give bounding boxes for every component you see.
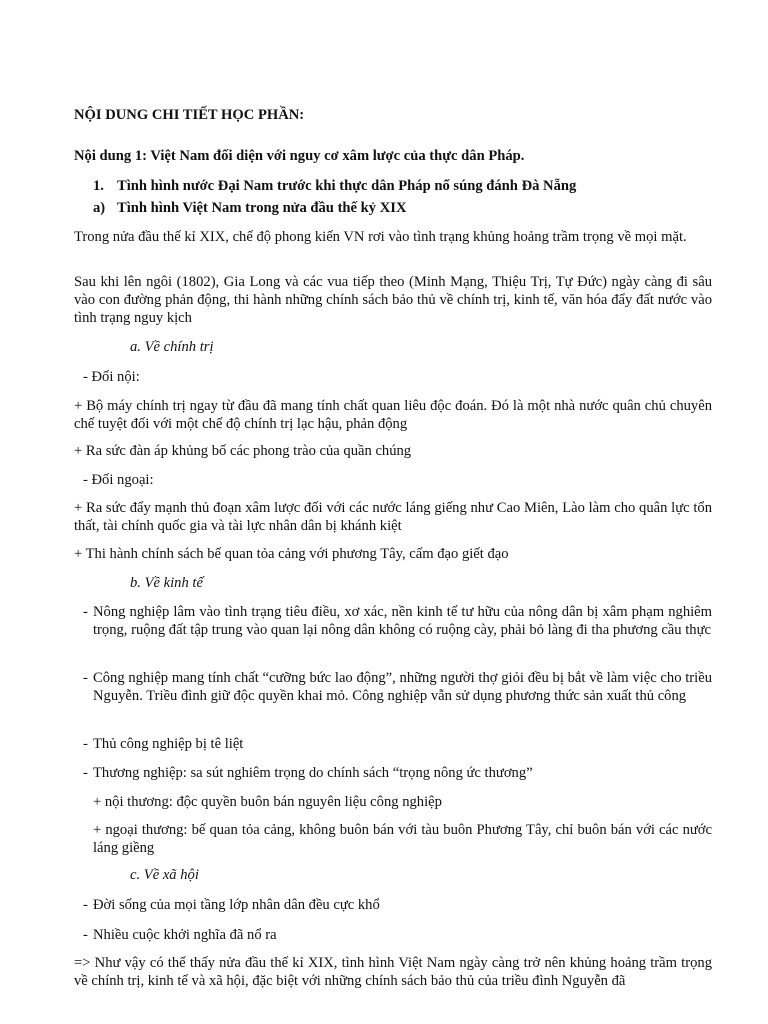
economy-industry: Công nghiệp mang tính chất “cưỡng bức lao động”, những người thợ giỏi đều bị bắt về làm việc cho triều Nguyễn. Triều đình giữ độc quyền khai mỏ. Công nghiệp vẫn sử dụng phương thức sản xuất thủ công <box>93 670 712 704</box>
foreign-point-1: + Ra sức đẩy mạnh thủ đoạn xâm lược đối với các nước láng giếng như Cao Miên, Lào làm cho quân lực tổn thất, tài chính quốc gia và tài lực nhân dân bị khánh kiệt <box>74 500 712 534</box>
domestic-point-2: + Ra sức đàn áp khủng bố các phong trào của quần chúng <box>74 443 412 459</box>
domestic-point-1: + Bộ máy chính trị ngay từ đầu đã mang tính chất quan liêu độc đoán. Đó là một nhà nước quân chủ chuyên chế tuyệt đối với một chế độ chính trị lạc hậu, phản động <box>74 398 712 432</box>
commerce-foreign: + ngoại thương: bế quan tỏa cảng, không buôn bán với tàu buôn Phương Tây, chỉ buôn bán với các nước láng giềng <box>93 822 712 856</box>
item-title: Tình hình nước Đại Nam trước khi thực dân Pháp nổ súng đánh Đà Nẵng <box>117 178 577 194</box>
commerce-domestic: + nội thương: độc quyền buôn bán nguyên liệu công nghiệp <box>93 794 442 810</box>
dash-marker: - <box>83 765 88 781</box>
dash-marker: - <box>83 736 88 752</box>
dash-marker: - <box>83 897 88 913</box>
label-domestic: - Đối nội: <box>83 369 140 385</box>
economy-handicraft: Thủ công nghiệp bị tê liệt <box>93 736 244 752</box>
paragraph-gia-long: Sau khi lên ngôi (1802), Gia Long và các vua tiếp theo (Minh Mạng, Thiệu Trị, Tự Đức) ngày càng đi sâu vào con đường phản động, thi hành những chính sách bảo thủ về chính trị, kinh tế, văn hóa đẩy đất nước vào tình trạng nguy kịch <box>74 274 712 326</box>
dash-marker: - <box>83 927 88 943</box>
society-uprisings: Nhiều cuộc khởi nghĩa đã nổ ra <box>93 927 277 943</box>
subsection-society: c. Về xã hội <box>130 867 199 883</box>
foreign-point-2: + Thi hành chính sách bế quan tỏa cảng với phương Tây, cấm đạo giết đạo <box>74 546 509 562</box>
section-heading: NỘI DUNG CHI TIẾT HỌC PHẦN: <box>74 107 305 123</box>
conclusion-paragraph: => Như vậy có thể thấy nửa đầu thế kỉ XIX, tình hình Việt Nam ngày càng trở nên khủng hoảng trầm trọng về chính trị, kinh tế và xã hội, đặc biệt với những chính sách bảo thủ của triều đình Nguyễn đã <box>74 955 712 989</box>
society-life: Đời sống của mọi tầng lớp nhân dân đều cực khổ <box>93 897 380 913</box>
economy-commerce: Thương nghiệp: sa sút nghiêm trọng do chính sách “trọng nông ức thương” <box>93 765 533 781</box>
subsection-politics: a. Về chính trị <box>130 339 214 355</box>
dash-marker: - <box>83 604 88 620</box>
item-number: 1. <box>93 178 104 194</box>
paragraph-intro: Trong nửa đầu thế kỉ XIX, chế độ phong kiến VN rơi vào tình trạng khủng hoảng trầm trọng về mọi mặt. <box>74 229 687 245</box>
subitem-letter: a) <box>93 200 106 216</box>
dash-marker: - <box>83 670 88 686</box>
subsection-economy: b. Về kinh tế <box>130 575 203 591</box>
subitem-title: Tình hình Việt Nam trong nửa đầu thế kỷ XIX <box>117 200 407 216</box>
label-foreign: - Đối ngoại: <box>83 472 154 488</box>
content-title: Nội dung 1: Việt Nam đối diện với nguy cơ xâm lược của thực dân Pháp. <box>74 148 525 164</box>
economy-agriculture: Nông nghiệp lâm vào tình trạng tiêu điều, xơ xác, nền kinh tế tư hữu của nông dân bị xâm phạm nghiêm trọng, ruộng đất tập trung vào quan lại nông dân không có ruộng cày, phải bỏ làng đi tha phương cầu thực <box>93 604 712 638</box>
